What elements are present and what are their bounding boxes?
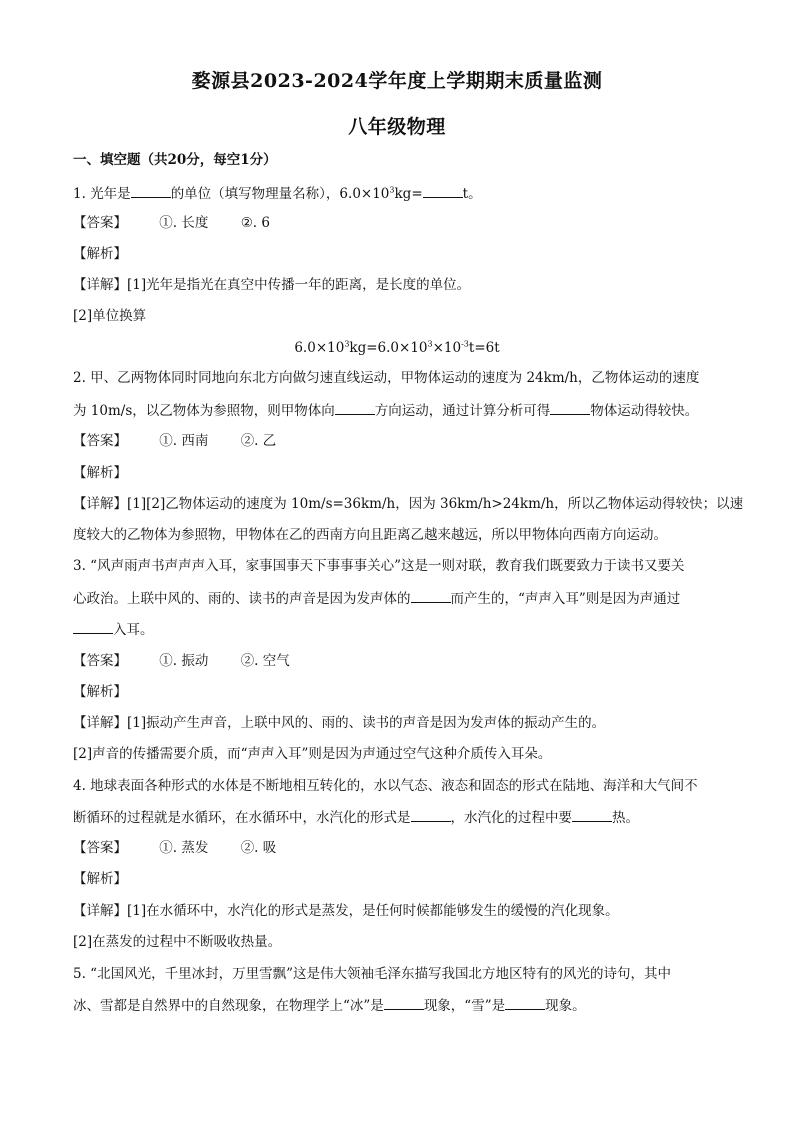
detail-4: 【详解】[1]在水循环中，水汽化的形式是蒸发，是任何时候都能够发生的缓慢的汽化现象。	[73, 903, 619, 919]
answer-option: ①. 长度	[159, 215, 209, 231]
question-5: 5. “北国风光，千里冰封，万里雪飘”这是伟大领袖毛泽东描写我国北方地区特有的风光的诗句，其中	[73, 966, 671, 982]
answer-option: ②. 6	[240, 215, 270, 231]
analysis-label: 【解析】	[73, 684, 127, 700]
analysis-label: 【解析】	[73, 465, 127, 481]
answer-blank	[73, 619, 113, 634]
question-4: 4. 地球表面各种形式的水体是不断地相互转化的，水以气态、液态和固态的形式在陆地、海洋和大气间不	[73, 778, 698, 794]
analysis-label: 【解析】	[73, 246, 127, 262]
detail-4-line-2: [2]在蒸发的过程中不断吸收热量。	[73, 934, 282, 950]
answer-blank	[572, 807, 612, 822]
detail-3-line-2: [2]声音的传播需要介质，而“声声入耳”则是因为声通过空气这种介质传入耳朵。	[73, 746, 552, 762]
formula-1: $6.0\times 10^3kg=6.0\times 10^3\times 10^{-3}t=6t$	[294, 339, 500, 356]
answer-option: ①. 西南	[159, 433, 209, 449]
answer-blank	[550, 400, 590, 415]
question-3: 3. “风声雨声书声声声入耳，家事国事天下事事事关心”这是一则对联，教育我们既要致力于读书又要关	[73, 558, 685, 574]
answer-blank	[505, 995, 545, 1010]
answer-blank	[411, 588, 451, 603]
answer-option: ②. 乙	[240, 433, 277, 449]
detail-2: 【详解】[1][2]乙物体运动的速度为 10m/s=36km/h，因为 36km/h>24km/h，所以乙物体运动得较快；以速	[73, 496, 744, 512]
document-subtitle: 八年级物理	[348, 116, 446, 138]
answer-label: 【答案】	[73, 433, 127, 449]
document-title: 婺源县2023-2024学年度上学期期末质量监测	[191, 70, 603, 92]
question-3-line-2: 心政治。上联中风的、雨的、读书的声音是因为发声体的 而产生的，“声声入耳”则是因为声通过	[73, 588, 723, 609]
question-3-line-3: 入耳。	[73, 619, 723, 640]
answer-blank	[384, 995, 424, 1010]
answer-label: 【答案】	[73, 840, 127, 856]
section-heading: 一、填空题（共20分，每空1分）	[73, 152, 277, 168]
answer-row-3	[73, 651, 723, 671]
question-5-line-2: 冰、雪都是自然界中的自然现象，在物理学上“冰”是 现象，“雪”是 现象。	[73, 995, 723, 1016]
detail-3: 【详解】[1]振动产生声音，上联中风的、雨的、读书的声音是因为发声体的振动产生的。	[73, 715, 606, 731]
answer-row-4	[73, 838, 723, 858]
answer-blank	[335, 400, 375, 415]
answer-label: 【答案】	[73, 653, 127, 669]
answer-option: ②. 吸	[240, 840, 277, 856]
analysis-label: 【解析】	[73, 871, 127, 887]
answer-row-2	[73, 431, 723, 451]
answer-option: ①. 振动	[159, 653, 209, 669]
answer-blank	[131, 183, 171, 198]
answer-option: ①. 蒸发	[159, 840, 209, 856]
detail-2-line-2: 度较大的乙物体为参照物，甲物体在乙的西南方向且距离乙越来越远，所以甲物体向西南方向运动。	[73, 527, 667, 543]
detail-1-line-2: [2]单位换算	[73, 308, 147, 324]
answer-label: 【答案】	[73, 215, 127, 231]
detail-1: 【详解】[1]光年是指光在真空中传播一年的距离，是长度的单位。	[73, 277, 471, 293]
question-2-line-2: 为 10m/s，以乙物体为参照物，则甲物体向 方向运动，通过计算分析可得 物体运动得较快。	[73, 400, 723, 421]
question-1: 1. 光年是 的单位（填写物理量名称），$6.0\times 10^3kg= t$。	[73, 183, 723, 204]
answer-blank	[423, 183, 463, 198]
question-4-line-2: 断循环的过程就是水循环，在水循环中，水汽化的形式是 ，水汽化的过程中要 热。	[73, 807, 723, 828]
answer-row-1	[73, 213, 723, 233]
answer-option: ②. 空气	[240, 653, 290, 669]
question-2: 2. 甲、乙两物体同时同地向东北方向做匀速直线运动，甲物体运动的速度为 24km/h，乙物体运动的速度	[73, 370, 700, 386]
answer-blank	[411, 807, 451, 822]
